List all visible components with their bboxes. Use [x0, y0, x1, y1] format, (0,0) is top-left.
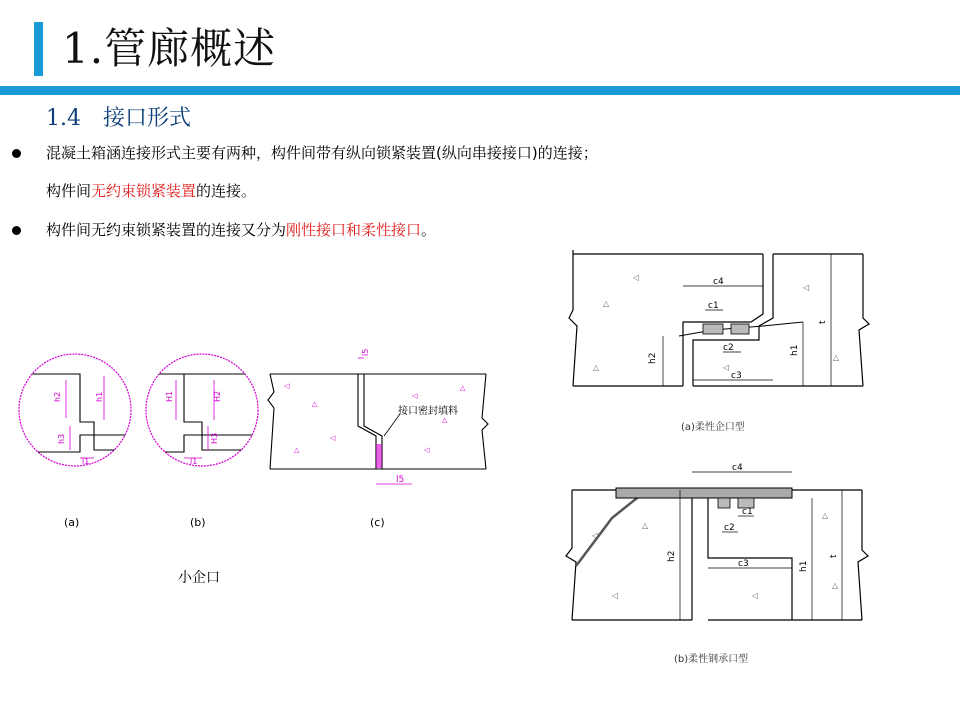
detail-b: [144, 354, 260, 466]
caption-flexible-steel-bell: (b)柔性钢承口型: [674, 654, 749, 665]
svg-text:◁: ◁: [633, 273, 640, 282]
detail-a: [17, 354, 132, 466]
dim-t: t: [829, 554, 839, 558]
svg-text:H3: H3: [210, 432, 219, 444]
dim-h2: h2: [648, 352, 658, 364]
svg-text:l1: l1: [190, 457, 198, 466]
svg-text:△: △: [832, 581, 839, 590]
svg-text:△: △: [442, 416, 448, 424]
svg-text:◁: ◁: [284, 382, 290, 390]
dim-c3: c3: [731, 371, 742, 381]
figure-subtitle: 小企口: [178, 570, 220, 586]
svg-text:◁: ◁: [592, 531, 599, 540]
dim-h2: h2: [667, 550, 677, 562]
svg-text:l1: l1: [82, 457, 90, 466]
svg-text:△: △: [603, 299, 610, 308]
bullet-text-2: 构件间无约束锁紧装置的连接又分为刚性接口和柔性接口。: [46, 221, 437, 239]
svg-text:h3: h3: [57, 433, 66, 444]
caption-b: (b): [190, 516, 206, 529]
dim-c4: c4: [732, 463, 743, 473]
dim-c2: c2: [723, 343, 734, 353]
svg-text:△: △: [822, 511, 829, 520]
svg-text:◁: ◁: [612, 591, 619, 600]
svg-text:◁: ◁: [723, 363, 730, 372]
dim-c1: c1: [708, 301, 719, 311]
svg-text:◁: ◁: [412, 392, 418, 400]
bullet-dot: [12, 226, 21, 235]
svg-text:l5: l5: [361, 348, 370, 356]
title-accent-bar: [34, 22, 43, 76]
section-heading: [46, 104, 191, 134]
caption-c: (c): [370, 516, 385, 529]
svg-text:H1: H1: [165, 390, 174, 402]
svg-text:△: △: [642, 521, 649, 530]
dim-t: t: [818, 320, 828, 324]
svg-text:◁: ◁: [424, 446, 430, 454]
flexible-tongue-groove-figure: [563, 240, 883, 440]
svg-text:◁: ◁: [330, 434, 336, 442]
dim-c2: c2: [724, 523, 735, 533]
caption-a: (a): [64, 516, 80, 529]
highlight-text: 无约束锁紧装置: [91, 182, 197, 200]
dim-c3: c3: [738, 559, 749, 569]
section-number: 1.4: [46, 106, 81, 131]
small-joint-figure: [12, 340, 502, 590]
bullet-dot: [12, 149, 21, 158]
highlight-text: 刚性接口和柔性接口: [286, 221, 422, 239]
seal-label: 接口密封填料: [398, 406, 458, 417]
flexible-steel-bell-figure: [552, 458, 886, 670]
svg-text:◁: ◁: [803, 283, 810, 292]
svg-text:△: △: [593, 363, 600, 372]
dim-h1: h1: [790, 344, 800, 356]
svg-text:l5: l5: [396, 475, 405, 485]
svg-text:H2: H2: [213, 390, 222, 402]
bullet-text-1: 混凝土箱涵连接形式主要有两种，构件间带有纵向锁紧装置(纵向串接接口)的连接；: [46, 144, 598, 162]
dim-h1: h1: [799, 560, 809, 572]
title-rule: [0, 86, 960, 95]
section-title: 接口形式: [103, 106, 192, 131]
svg-text:△: △: [460, 384, 466, 392]
svg-text:△: △: [833, 353, 840, 362]
dim-c1: c1: [742, 507, 753, 517]
caption-flexible-tongue-groove: (a)柔性企口型: [681, 422, 745, 433]
svg-text:△: △: [312, 400, 318, 408]
bullet-text-1-continued: 构件间无约束锁紧装置的连接。: [46, 182, 257, 200]
svg-text:◁: ◁: [752, 591, 759, 600]
dim-c4: c4: [713, 277, 724, 287]
svg-text:h1: h1: [95, 391, 104, 402]
slide-title: 1.管廊概述: [62, 24, 277, 73]
svg-text:△: △: [294, 446, 300, 454]
svg-text:h2: h2: [53, 391, 62, 402]
